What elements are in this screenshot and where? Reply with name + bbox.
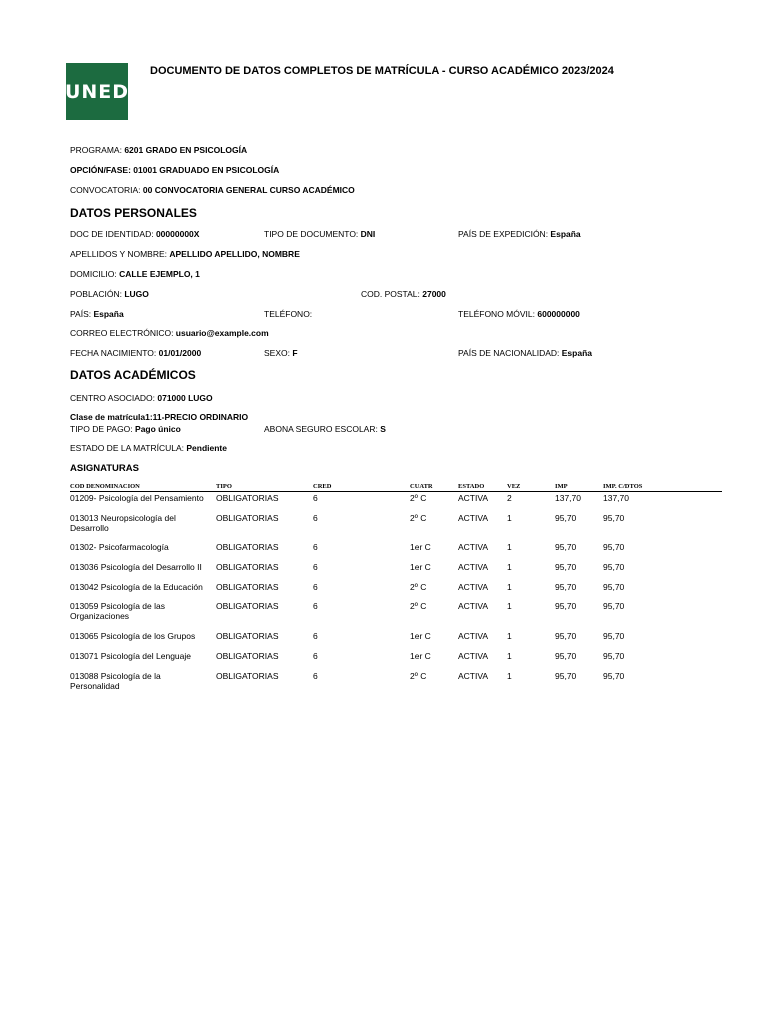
apellidos-nombre-label: APELLIDOS Y NOMBRE:: [70, 249, 170, 259]
cell-denominacion: 01209- Psicología del Pensamiento: [70, 493, 204, 503]
cell-imp: 95,70: [555, 582, 577, 592]
cell-cred: 6: [313, 493, 318, 503]
cell-imp-dto: 95,70: [603, 542, 625, 552]
cell-tipo: OBLIGATORIAS: [216, 671, 279, 681]
cell-cuatr: 2º C: [410, 582, 427, 592]
datos-academicos-heading: DATOS ACADÉMICOS: [70, 368, 196, 382]
domicilio-value: CALLE EJEMPLO, 1: [119, 269, 200, 279]
cod-postal-field: [361, 289, 446, 299]
cell-vez: 1: [507, 513, 512, 523]
cell-cuatr: 1er C: [410, 631, 431, 641]
cell-cuatr: 1er C: [410, 542, 431, 552]
tipo-pago-value: Pago único: [135, 424, 181, 434]
cell-estado: ACTIVA: [458, 601, 489, 611]
telefono-movil-value: 600000000: [537, 309, 580, 319]
col-header-tipo: TIPO: [216, 483, 232, 490]
cell-estado: ACTIVA: [458, 671, 489, 681]
cell-imp-dto: 137,70: [603, 493, 629, 503]
cell-imp: 95,70: [555, 631, 577, 641]
seguro-escolar-field: [264, 424, 386, 434]
cell-estado: ACTIVA: [458, 542, 489, 552]
sexo-label: SEXO:: [264, 348, 293, 358]
estado-matricula-field: [70, 443, 227, 453]
cell-cred: 6: [313, 542, 318, 552]
telefono-movil-field: [458, 309, 580, 319]
cell-tipo: OBLIGATORIAS: [216, 601, 279, 611]
cell-imp-dto: 95,70: [603, 671, 625, 681]
cell-tipo: OBLIGATORIAS: [216, 542, 279, 552]
pais-nacionalidad-field: [458, 348, 592, 358]
cell-imp: 95,70: [555, 601, 577, 611]
cell-estado: ACTIVA: [458, 513, 489, 523]
doc-identidad-value: 00000000X: [155, 229, 200, 239]
cell-denominacion: 01302- Psicofarmacología: [70, 542, 169, 552]
doc-identidad-label: DOC DE IDENTIDAD:: [70, 229, 156, 239]
cell-tipo: OBLIGATORIAS: [216, 582, 279, 592]
correo-value: usuario@example.com: [175, 328, 269, 338]
clase-matricula: Clase de matrícula1:11-PRECIO ORDINARIO: [70, 412, 249, 422]
table-header-rule: [70, 491, 722, 492]
fecha-nacimiento-label: FECHA NACIMIENTO:: [70, 348, 159, 358]
pais-nacionalidad-label: PAÍS DE NACIONALIDAD:: [458, 348, 562, 358]
cell-vez: 1: [507, 542, 512, 552]
programa-value: 6201 GRADO EN PSICOLOGÍA: [124, 145, 248, 155]
uned-logo: UNED: [66, 63, 128, 120]
col-header-estado: ESTADO: [458, 483, 485, 490]
cell-vez: 1: [507, 631, 512, 641]
pais-nacionalidad-value: España: [561, 348, 593, 358]
tipo-pago-label: TIPO DE PAGO:: [70, 424, 136, 434]
cell-denominacion: 013036 Psicología del Desarrollo II: [70, 562, 202, 572]
cell-imp: 137,70: [555, 493, 581, 503]
programa-field: [70, 145, 247, 155]
convocatoria-value: 00 CONVOCATORIA GENERAL CURSO ACADÉMICO: [142, 185, 355, 195]
convocatoria-label: CONVOCATORIA:: [70, 185, 143, 195]
doc-identidad-field: [70, 229, 199, 239]
cell-vez: 1: [507, 671, 512, 681]
cell-estado: ACTIVA: [458, 493, 489, 503]
cell-vez: 1: [507, 651, 512, 661]
tipo-documento-value: DNI: [360, 229, 376, 239]
cell-vez: 2: [507, 493, 512, 503]
programa-label: PROGRAMA:: [70, 145, 125, 155]
cell-estado: ACTIVA: [458, 582, 489, 592]
opcion-field: [70, 165, 279, 175]
cell-vez: 1: [507, 601, 512, 611]
cell-denominacion: 013071 Psicología del Lenguaje: [70, 651, 191, 661]
tipo-documento-field: [264, 229, 375, 239]
cell-imp-dto: 95,70: [603, 631, 625, 641]
correo-field: [70, 328, 269, 338]
fecha-nacimiento-value: 01/01/2000: [158, 348, 202, 358]
pais-value: España: [93, 309, 124, 319]
cell-imp: 95,70: [555, 651, 577, 661]
cell-tipo: OBLIGATORIAS: [216, 631, 279, 641]
domicilio-label: DOMICILIO:: [70, 269, 120, 279]
cell-tipo: OBLIGATORIAS: [216, 513, 279, 523]
seguro-escolar-label: ABONA SEGURO ESCOLAR:: [264, 424, 381, 434]
estado-matricula-label: ESTADO DE LA MATRÍCULA:: [70, 443, 187, 453]
cell-estado: ACTIVA: [458, 562, 489, 572]
cell-cuatr: 2º C: [410, 671, 427, 681]
centro-asociado-value: 071000 LUGO: [157, 393, 213, 403]
col-header-imp-dto: IMP. C/DTOS: [603, 483, 643, 490]
cell-cred: 6: [313, 601, 318, 611]
telefono-label: TELÉFONO:: [264, 309, 313, 319]
cell-tipo: OBLIGATORIAS: [216, 493, 279, 503]
sexo-field: [264, 348, 298, 358]
cell-estado: ACTIVA: [458, 631, 489, 641]
cod-postal-label: COD. POSTAL:: [361, 289, 423, 299]
poblacion-label: POBLACIÓN:: [70, 289, 125, 299]
cell-denominacion: 013059 Psicología de las Organizaciones: [70, 601, 165, 621]
pais-field: [70, 309, 124, 319]
cell-imp-dto: 95,70: [603, 582, 625, 592]
cell-vez: 1: [507, 562, 512, 572]
col-header-cred: CRED: [313, 483, 332, 490]
cell-imp: 95,70: [555, 562, 577, 572]
cell-denominacion: 013013 Neuropsicología del Desarrollo: [70, 513, 176, 533]
cell-cuatr: 1er C: [410, 562, 431, 572]
cell-tipo: OBLIGATORIAS: [216, 651, 279, 661]
cell-cuatr: 2º C: [410, 601, 427, 611]
cell-imp-dto: 95,70: [603, 513, 625, 523]
col-header-imp: IMP: [555, 483, 568, 490]
col-header-cuatr: CUATR: [410, 483, 433, 490]
cell-imp: 95,70: [555, 513, 577, 523]
domicilio-field: [70, 269, 200, 279]
cell-denominacion: 013088 Psicología de la Personalidad: [70, 671, 161, 691]
cell-cuatr: 2º C: [410, 513, 427, 523]
opcion-label: OPCIÓN/FASE:: [70, 165, 134, 175]
col-header-vez: VEZ: [507, 483, 521, 490]
cell-cred: 6: [313, 651, 318, 661]
cell-cred: 6: [313, 582, 318, 592]
cod-postal-value: 27000: [422, 289, 446, 299]
cell-imp: 95,70: [555, 542, 577, 552]
tipo-pago-field: [70, 424, 181, 434]
estado-matricula-value: Pendiente: [186, 443, 227, 453]
poblacion-value: LUGO: [124, 289, 149, 299]
opcion-value: 01001 GRADUADO EN PSICOLOGÍA: [133, 165, 280, 175]
cell-imp-dto: 95,70: [603, 562, 625, 572]
telefono-movil-label: TELÉFONO MÓVIL:: [458, 309, 538, 319]
pais-label: PAÍS:: [70, 309, 94, 319]
pais-expedicion-field: [458, 229, 581, 239]
col-header-denominacion: COD DENOMINACION: [70, 483, 140, 490]
cell-cred: 6: [313, 513, 318, 523]
cell-tipo: OBLIGATORIAS: [216, 562, 279, 572]
fecha-nacimiento-field: [70, 348, 201, 358]
tipo-documento-label: TIPO DE DOCUMENTO:: [264, 229, 361, 239]
document-title: DOCUMENTO DE DATOS COMPLETOS DE MATRÍCULA - CURSO ACADÉMICO 2023/2024: [150, 65, 614, 77]
cell-cuatr: 2º C: [410, 493, 427, 503]
convocatoria-field: [70, 185, 355, 195]
centro-asociado-field: [70, 393, 213, 403]
cell-estado: ACTIVA: [458, 651, 489, 661]
pais-expedicion-label: PAÍS DE EXPEDICIÓN:: [458, 229, 551, 239]
cell-cred: 6: [313, 671, 318, 681]
telefono-field: [264, 309, 312, 319]
poblacion-field: [70, 289, 149, 299]
cell-denominacion: 013042 Psicología de la Educación: [70, 582, 203, 592]
cell-denominacion: 013065 Psicología de los Grupos: [70, 631, 196, 641]
apellidos-nombre-field: [70, 249, 300, 259]
datos-personales-heading: DATOS PERSONALES: [70, 206, 197, 220]
asignaturas-heading: ASIGNATURAS: [70, 463, 139, 474]
sexo-value: F: [292, 348, 298, 358]
cell-cuatr: 1er C: [410, 651, 431, 661]
cell-cred: 6: [313, 631, 318, 641]
cell-vez: 1: [507, 582, 512, 592]
cell-cred: 6: [313, 562, 318, 572]
cell-imp-dto: 95,70: [603, 601, 625, 611]
apellidos-nombre-value: APELLIDO APELLIDO, NOMBRE: [169, 249, 300, 259]
centro-asociado-label: CENTRO ASOCIADO:: [70, 393, 158, 403]
pais-expedicion-value: España: [550, 229, 581, 239]
cell-imp-dto: 95,70: [603, 651, 625, 661]
seguro-escolar-value: S: [380, 424, 386, 434]
cell-imp: 95,70: [555, 671, 577, 681]
correo-label: CORREO ELECTRÓNICO:: [70, 328, 176, 338]
